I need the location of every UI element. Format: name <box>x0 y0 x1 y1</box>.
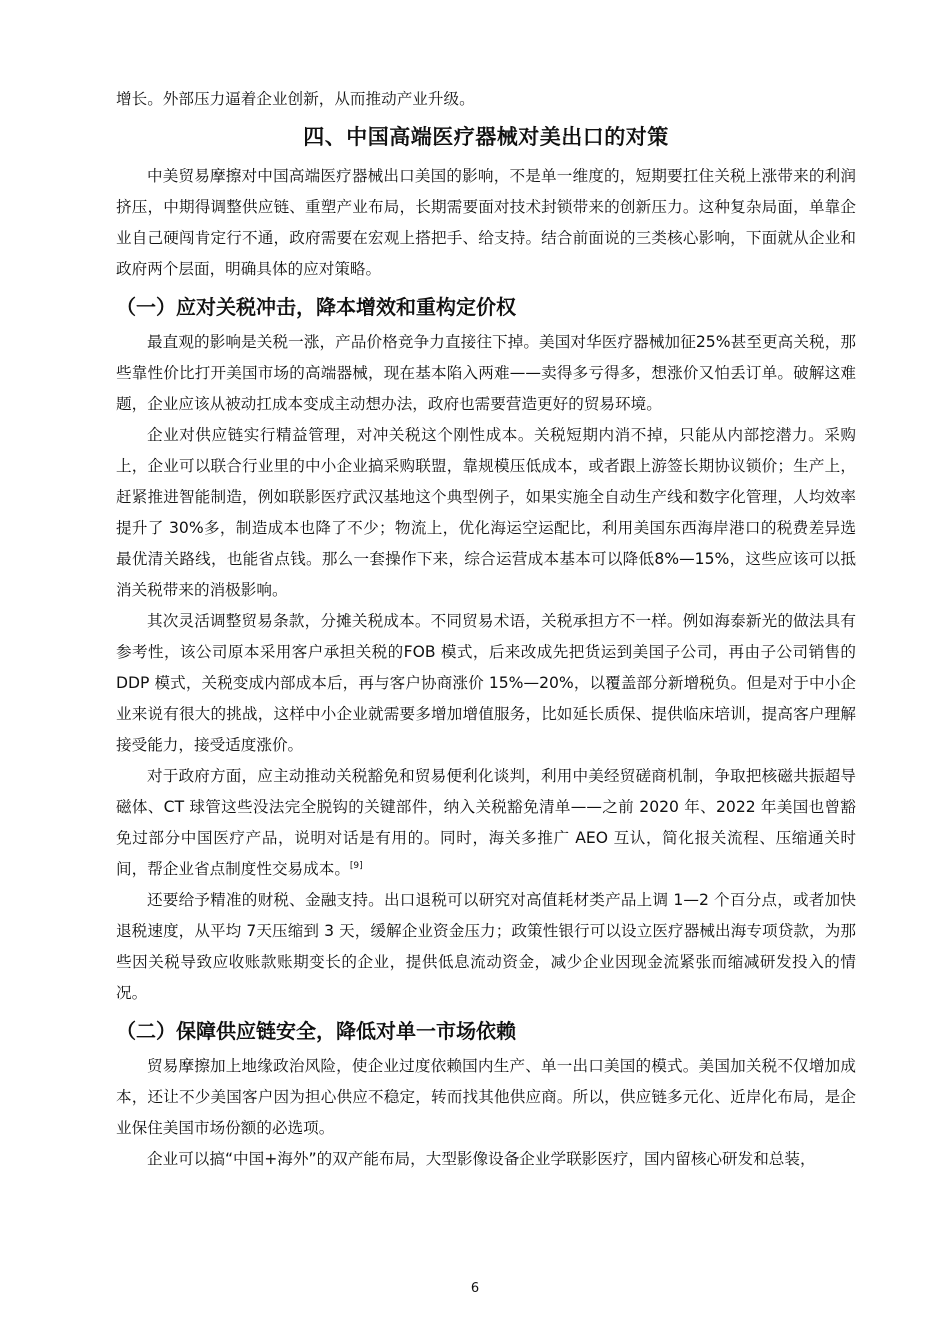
section-heading: （二）保障供应链安全，降低对单一市场依赖 <box>116 1019 516 1043</box>
paragraph: 企业可以搞“中国+海外”的双产能布局，大型影像设备企业学联影医疗，国内留核心研发和总装， <box>147 1150 816 1168</box>
paragraph: 中美贸易摩擦对中国高端医疗器械出口美国的影响，不是单一维度的，短期要扛住关税上涨带来的利润挤压，中期得调整供应链、重塑产业布局，长期需要面对技术封锁带来的创新压力。这种复杂局面，单靠企业自己硬闯肯定行不通，政府需要在宏观上搭把手、给支持。结合前面说的三类核心影响，下面就从企业和政府两个层面，明确具体的应对策略。 <box>116 167 856 278</box>
page-body <box>116 84 856 1175</box>
paragraph: 还要给予精准的财税、金融支持。出口退税可以研究对高值耗材类产品上调 1—2 个百分点，或者加快退税速度，从平均 7天压缩到 3 天，缓解企业资金压力；政策性银行可以设立医疗器械出海专项贷款，为那些因关税导致应收账款账期变长的企业，提供低息流动资金，减少企业因现金流紧张而缩减研发投入的情况。 <box>116 891 856 1002</box>
paragraph-text: 对于政府方面，应主动推动关税豁免和贸易便利化谈判，利用中美经贸磋商机制，争取把核磁共振超导磁体、CT 球管这些没法完全脱钩的关键部件，纳入关税豁免清单——之前 2020 年、2022 年美国也曾豁免过部分中国医疗产品，说明对话是有用的。同时，海关多推广 AEO 互认，简化报关流程、压缩通关时间，帮企业省点制度性交易成本。 <box>116 767 856 878</box>
paragraph: 增长。外部压力逼着企业创新，从而推动产业升级。 <box>116 90 475 108</box>
paragraph: 其次灵活调整贸易条款，分摊关税成本。不同贸易术语，关税承担方不一样。例如海泰新光的做法具有参考性，该公司原本采用客户承担关税的FOB 模式，后来改成先把货运到美国子公司，再由子公司销售的 DDP 模式，关税变成内部成本后，再与客户协商涨价 15%—20%，以覆盖部分新增税负。但是对于中小企业来说有很大的挑战，这样中小企业就需要多增加增值服务，比如延长质保、提供临床培训，提高客户理解接受能力，接受适度涨价。 <box>116 612 856 754</box>
paragraph-with-citation <box>116 761 856 885</box>
citation-marker[interactable]: [9] <box>349 860 363 871</box>
paragraph: 最直观的影响是关税一涨，产品价格竞争力直接往下掉。美国对华医疗器械加征25%甚至更高关税，那些靠性价比打开美国市场的高端器械，现在基本陷入两难——卖得多亏得多，想涨价又怕丢订单。破解这难题，企业应该从被动扛成本变成主动想办法，政府也需要营造更好的贸易环境。 <box>116 333 856 413</box>
chapter-heading: 四、中国高端医疗器械对美出口的对策 <box>303 125 669 149</box>
page-number: 6 <box>470 1281 480 1296</box>
section-heading: （一）应对关税冲击，降本增效和重构定价权 <box>116 295 516 319</box>
paragraph: 企业对供应链实行精益管理，对冲关税这个刚性成本。关税短期内消不掉，只能从内部挖潜力。采购上，企业可以联合行业里的中小企业搞采购联盟，靠规模压低成本，或者跟上游签长期协议锁价；生产上，赶紧推进智能制造，例如联影医疗武汉基地这个典型例子，如果实施全自动生产线和数字化管理，人均效率提升了 30%多，制造成本也降了不少；物流上，优化海运空运配比，利用美国东西海岸港口的税费差异选最优清关路线，也能省点钱。那么一套操作下来，综合运营成本基本可以降低8%—15%，这些应该可以抵消关税带来的消极影响。 <box>116 426 856 599</box>
paragraph: 贸易摩擦加上地缘政治风险，使企业过度依赖国内生产、单一出口美国的模式。美国加关税不仅增加成本，还让不少美国客户因为担心供应不稳定，转而找其他供应商。所以，供应链多元化、近岸化布局，是企业保住美国市场份额的必选项。 <box>116 1057 856 1137</box>
